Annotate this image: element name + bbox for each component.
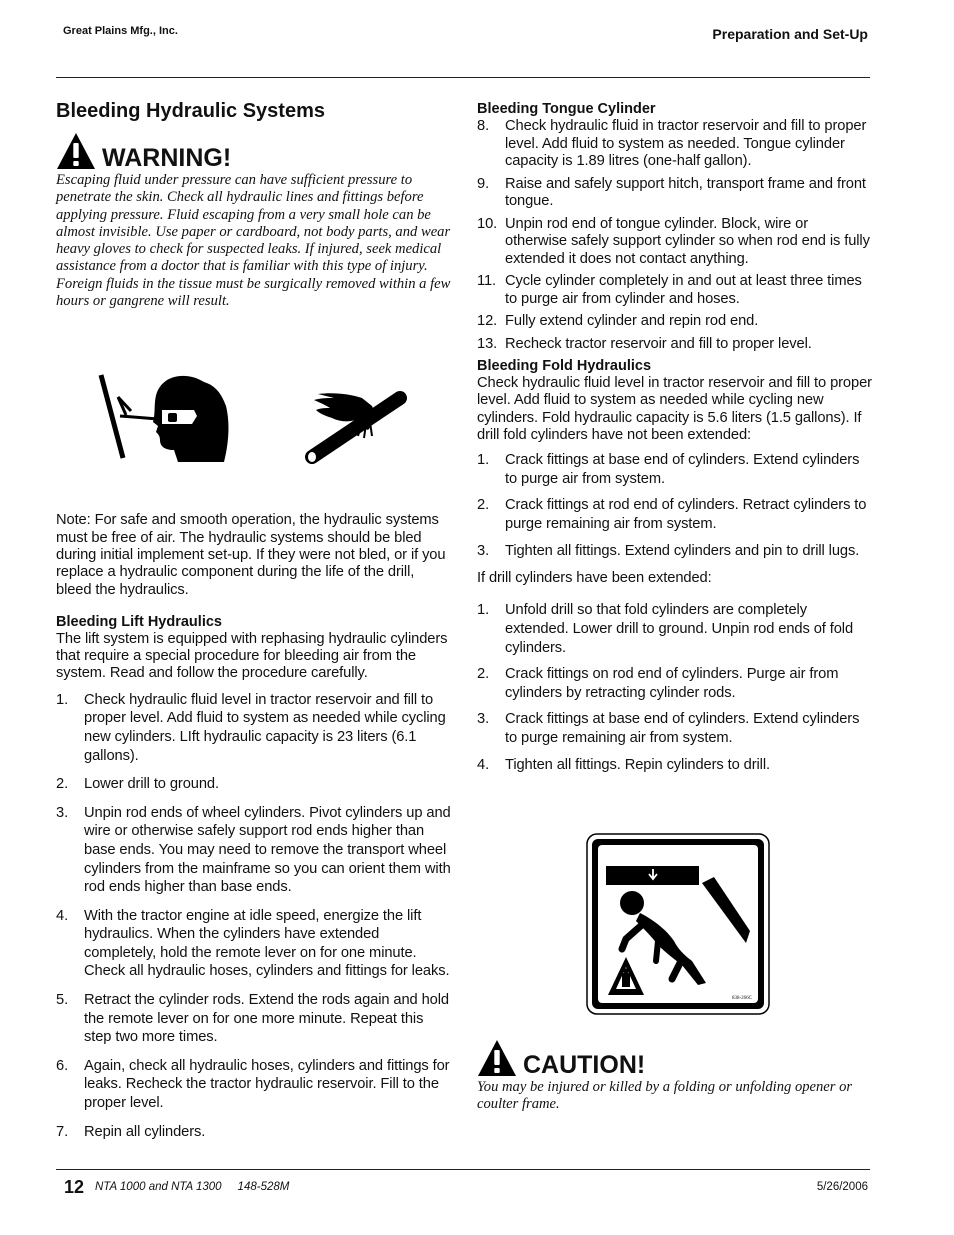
list-item xyxy=(477,313,872,331)
step-number: 8. xyxy=(477,118,490,134)
step-number: 4. xyxy=(477,756,490,773)
list-item xyxy=(477,216,872,269)
step-text: Cycle cylinder completely in and out at least three times to purge air from cylinder and hoses. xyxy=(505,273,862,307)
step-text: Tighten all fittings. Extend cylinders and pin to drill lugs. xyxy=(505,542,860,559)
list-item xyxy=(477,451,872,488)
fold-intro: Check hydraulic fluid level in tractor reservoir and fill to proper level. Add fluid to system as needed while cycling new cylinders. Fold hydraulic capacity is 5.6 liters (1.5 gallons). If drill fold cylinders have not been extended: xyxy=(477,375,872,443)
step-number: 10. xyxy=(477,215,498,232)
fold-steps-b xyxy=(477,601,872,774)
face-shield-icon xyxy=(96,370,231,465)
list-item xyxy=(477,756,872,775)
step-number: 1. xyxy=(56,691,69,708)
footer-rule xyxy=(56,1169,870,1170)
step-number: 1. xyxy=(477,452,490,469)
document-date: 5/26/2006 xyxy=(816,1181,868,1193)
step-number: 3. xyxy=(477,711,490,728)
step-text: Unpin rod end of tongue cylinder. Block, wire or otherwise safely support cylinder so when rod end is fully extended it does not contact anything. xyxy=(505,215,870,267)
step-text: Unfold drill so that fold cylinders are completely extended. Lower drill to ground. Unpin rod ends of fold cylinders. xyxy=(505,602,854,656)
list-item xyxy=(477,176,872,211)
step-text: Again, check all hydraulic hoses, cylinders and fittings for leaks. Recheck the tractor hydraulic reservoir. Fill to the proper level. xyxy=(84,1057,450,1112)
step-number: 12. xyxy=(477,313,498,329)
step-number: 11. xyxy=(477,273,497,289)
lift-steps xyxy=(56,691,451,1141)
caution-icon xyxy=(477,1038,517,1078)
list-item xyxy=(477,542,872,561)
list-item xyxy=(56,691,451,765)
step-number: 2. xyxy=(477,666,490,683)
page-number: 12 xyxy=(64,1177,85,1197)
page-title: Bleeding Hydraulic Systems xyxy=(56,100,325,122)
list-item xyxy=(56,1057,451,1113)
list-item xyxy=(477,273,872,308)
step-text: Recheck tractor reservoir and fill to proper level. xyxy=(505,335,812,352)
warning-header xyxy=(56,129,451,171)
list-item xyxy=(56,907,451,981)
list-item xyxy=(477,118,872,171)
list-item xyxy=(477,601,872,657)
warning-icon xyxy=(56,131,96,171)
step-text: Repin all cylinders. xyxy=(84,1123,206,1140)
tongue-heading: Bleeding Tongue Cylinder xyxy=(477,101,656,117)
caution-header xyxy=(477,1036,872,1078)
step-number: 6. xyxy=(56,1057,69,1074)
step-text: Crack fittings at base end of cylinders. Extend cylinders to purge remaining air from system. xyxy=(505,711,860,747)
step-text: Raise and safely support hitch, transport frame and front tongue. xyxy=(505,175,866,209)
caution-word: CAUTION! xyxy=(523,1051,646,1079)
list-item xyxy=(56,1123,451,1142)
step-number: 3. xyxy=(56,804,69,821)
header-rule xyxy=(56,77,870,78)
section-title: Preparation and Set-Up xyxy=(712,26,868,42)
step-text: Crack fittings at rod end of cylinders. Retract cylinders to purge remaining air from system. xyxy=(505,497,867,532)
company-name: Great Plains Mfg., Inc. xyxy=(63,25,178,37)
fold-heading: Bleeding Fold Hydraulics xyxy=(477,358,652,374)
step-text: Crack fittings at base end of cylinders. Extend cylinders to purge air from system. xyxy=(505,452,860,487)
left-column xyxy=(56,99,451,1141)
right-column xyxy=(477,100,872,774)
step-number: 3. xyxy=(477,542,490,559)
step-number: 7. xyxy=(56,1123,69,1140)
list-item xyxy=(56,804,451,897)
step-text: Crack fittings on rod end of cylinders. Purge air from cylinders by retracting cylinder rods. xyxy=(505,666,839,701)
step-text: Tighten all fittings. Repin cylinders to drill. xyxy=(505,756,770,773)
fold-steps-a xyxy=(477,451,872,560)
step-text: Check hydraulic fluid in tractor reservoir and fill to proper level. Add fluid to system as needed. Tongue cylinder capacity is 1.89 litres (one-half gallon). xyxy=(505,118,867,169)
step-number: 9. xyxy=(477,175,490,192)
list-item xyxy=(477,496,872,533)
step-text: Check hydraulic fluid level in tractor reservoir and fill to proper level. Add fluid to system as needed while cycling new cylinders. LIft hydraulic capacity is 23 liters (6.1 gallons). xyxy=(84,691,446,764)
step-text: Retract the cylinder rods. Extend the rods again and hold the remote lever on for one more minute. Repeat this step two more times. xyxy=(84,992,449,1046)
fold-mid-text: If drill cylinders have been extended: xyxy=(477,570,712,587)
step-number: 2. xyxy=(477,497,490,514)
step-number: 2. xyxy=(56,776,69,793)
step-number: 13. xyxy=(477,335,498,352)
decal-code: 838-266C xyxy=(732,996,752,1001)
warning-text: Escaping fluid under pressure can have sufficient pressure to penetrate the skin. Check all hydraulic lines and fittings before applying pressure. Fluid escaping from a very small hole can be almost invisible. Use paper or cardboard, not body parts, and wear heavy gloves to check for suspected leaks. If injured, seek medical assistance from a doctor that is familiar with this type of injury. Foreign fluids in the tissue must be surgically removed within a few hours or gangrene will result. xyxy=(56,172,451,310)
tongue-steps xyxy=(477,118,872,353)
step-text: With the tractor engine at idle speed, energize the lift hydraulics. When the cylinders have extended completely, hold the remote lever on for one minute. Check all hydraulic hoses, cylinders and fittings for leaks. xyxy=(84,907,450,980)
falling-frame-icon xyxy=(586,833,770,1015)
crush-hazard-decal xyxy=(586,833,770,1015)
caution-block xyxy=(477,1036,872,1114)
lift-intro: The lift system is equipped with rephasing hydraulic cylinders that require a special procedure for bleeding air from the system. Read and follow the procedure carefully. xyxy=(56,630,448,682)
document-id: NTA 1000 and NTA 1300 148-528M xyxy=(95,1181,290,1193)
step-number: 4. xyxy=(56,907,69,924)
list-item xyxy=(477,665,872,702)
step-number: 1. xyxy=(477,602,490,619)
list-item xyxy=(56,775,451,794)
step-text: Lower drill to ground. xyxy=(84,776,219,793)
list-item xyxy=(477,336,872,354)
safety-pictograms xyxy=(56,310,451,510)
lift-heading: Bleeding Lift Hydraulics xyxy=(56,613,222,630)
step-number: 5. xyxy=(56,992,69,1009)
warning-word: WARNING! xyxy=(102,144,232,172)
hand-injection-icon xyxy=(304,380,409,465)
list-item xyxy=(56,991,451,1047)
caution-text: You may be injured or killed by a folding or unfolding opener or coulter frame. xyxy=(477,1079,853,1113)
step-text: Unpin rod ends of wheel cylinders. Pivot cylinders up and wire or otherwise safely support rod ends higher than base ends. You may need to remove the transport wheel cylinders from the mainframe so you can orient them with rod ends higher than base ends. xyxy=(84,804,451,896)
list-item xyxy=(477,710,872,747)
note-text: Note: For safe and smooth operation, the hydraulic systems must be free of air. The hydraulic systems should be bled during initial implement set-up. If they were not bled, or if you replace a hydraulic component during the life of the drill, bleed the hydraulics. xyxy=(56,512,446,598)
step-text: Fully extend cylinder and repin rod end. xyxy=(505,313,759,329)
